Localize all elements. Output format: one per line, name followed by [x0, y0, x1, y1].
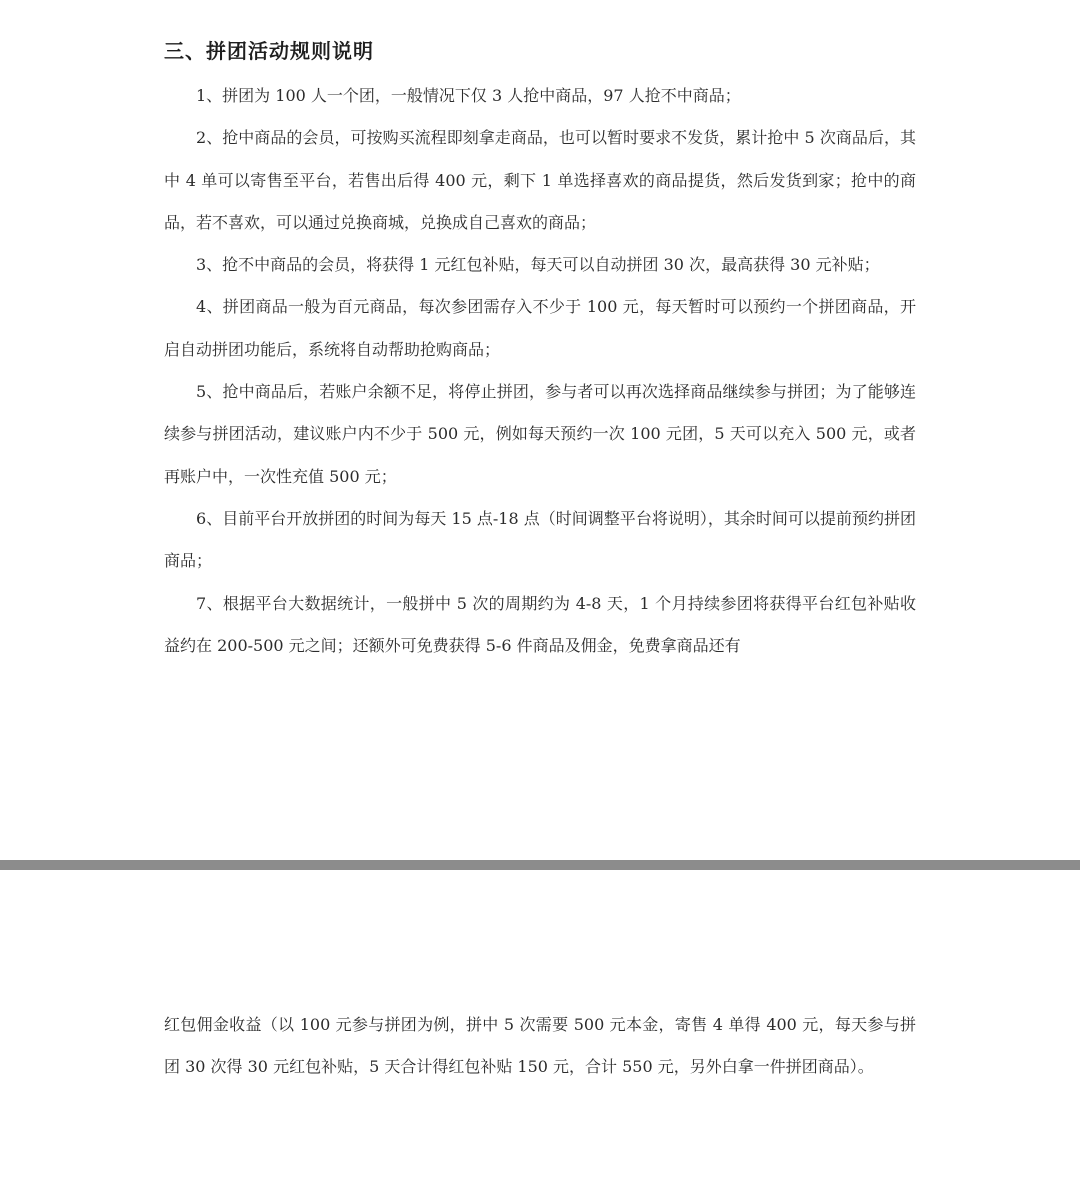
rule-paragraph-2: 2、抢中商品的会员，可按购买流程即刻拿走商品，也可以暂时要求不发货，累计抢中 5 次商品后，其中 4 单可以寄售至平台，若售出后得 400 元，剩下 1 单选择喜欢的商品提货，然后发货到家；抢中的商品，若不喜欢，可以通过兑换商城，兑换成自己喜欢的商品；: [164, 128, 916, 232]
rule-paragraph-7-continued: 红包佣金收益（以 100 元参与拼团为例，拼中 5 次需要 500 元本金，寄售 4 单得 400 元，每天参与拼团 30 次得 30 元红包补贴，5 天合计得红包补贴 150 元，合计 550 元，另外白拿一件拼团商品）。: [164, 1015, 916, 1077]
rule-paragraph-3: 3、抢不中商品的会员，将获得 1 元红包补贴，每天可以自动拼团 30 次，最高获得 30 元补贴；: [196, 255, 880, 275]
rule-paragraph-7: 7、根据平台大数据统计，一般拼中 5 次的周期约为 4-8 天，1 个月持续参团将获得平台红包补贴收益约在 200-500 元之间；还额外可免费获得 5-6 件商品及佣金，免费拿商品还有: [164, 593, 916, 655]
document-page-2: [0, 870, 1080, 1197]
section-heading: 三、拼团活动规则说明: [164, 39, 374, 63]
rules-body-continued: [164, 1004, 916, 1089]
rule-paragraph-6: 6、目前平台开放拼团的时间为每天 15 点-18 点（时间调整平台将说明），其余时间可以提前预约拼团商品；: [164, 508, 916, 571]
rule-paragraph-5: 5、抢中商品后，若账户余额不足，将停止拼团，参与者可以再次选择商品继续参与拼团；为了能够连续参与拼团活动，建议账户内不少于 500 元，例如每天预约一次 100 元团，5 天可以充入 500 元，或者再账户中，一次性充值 500 元；: [164, 382, 916, 486]
rules-body: [164, 75, 916, 667]
page-separator: [0, 860, 1080, 870]
rule-paragraph-1: 1、拼团为 100 人一个团，一般情况下仅 3 人抢中商品，97 人抢不中商品；: [196, 86, 741, 105]
rule-paragraph-4: 4、拼团商品一般为百元商品，每次参团需存入不少于 100 元，每天暂时可以预约一个拼团商品，开启自动拼团功能后，系统将自动帮助抢购商品；: [164, 297, 916, 359]
